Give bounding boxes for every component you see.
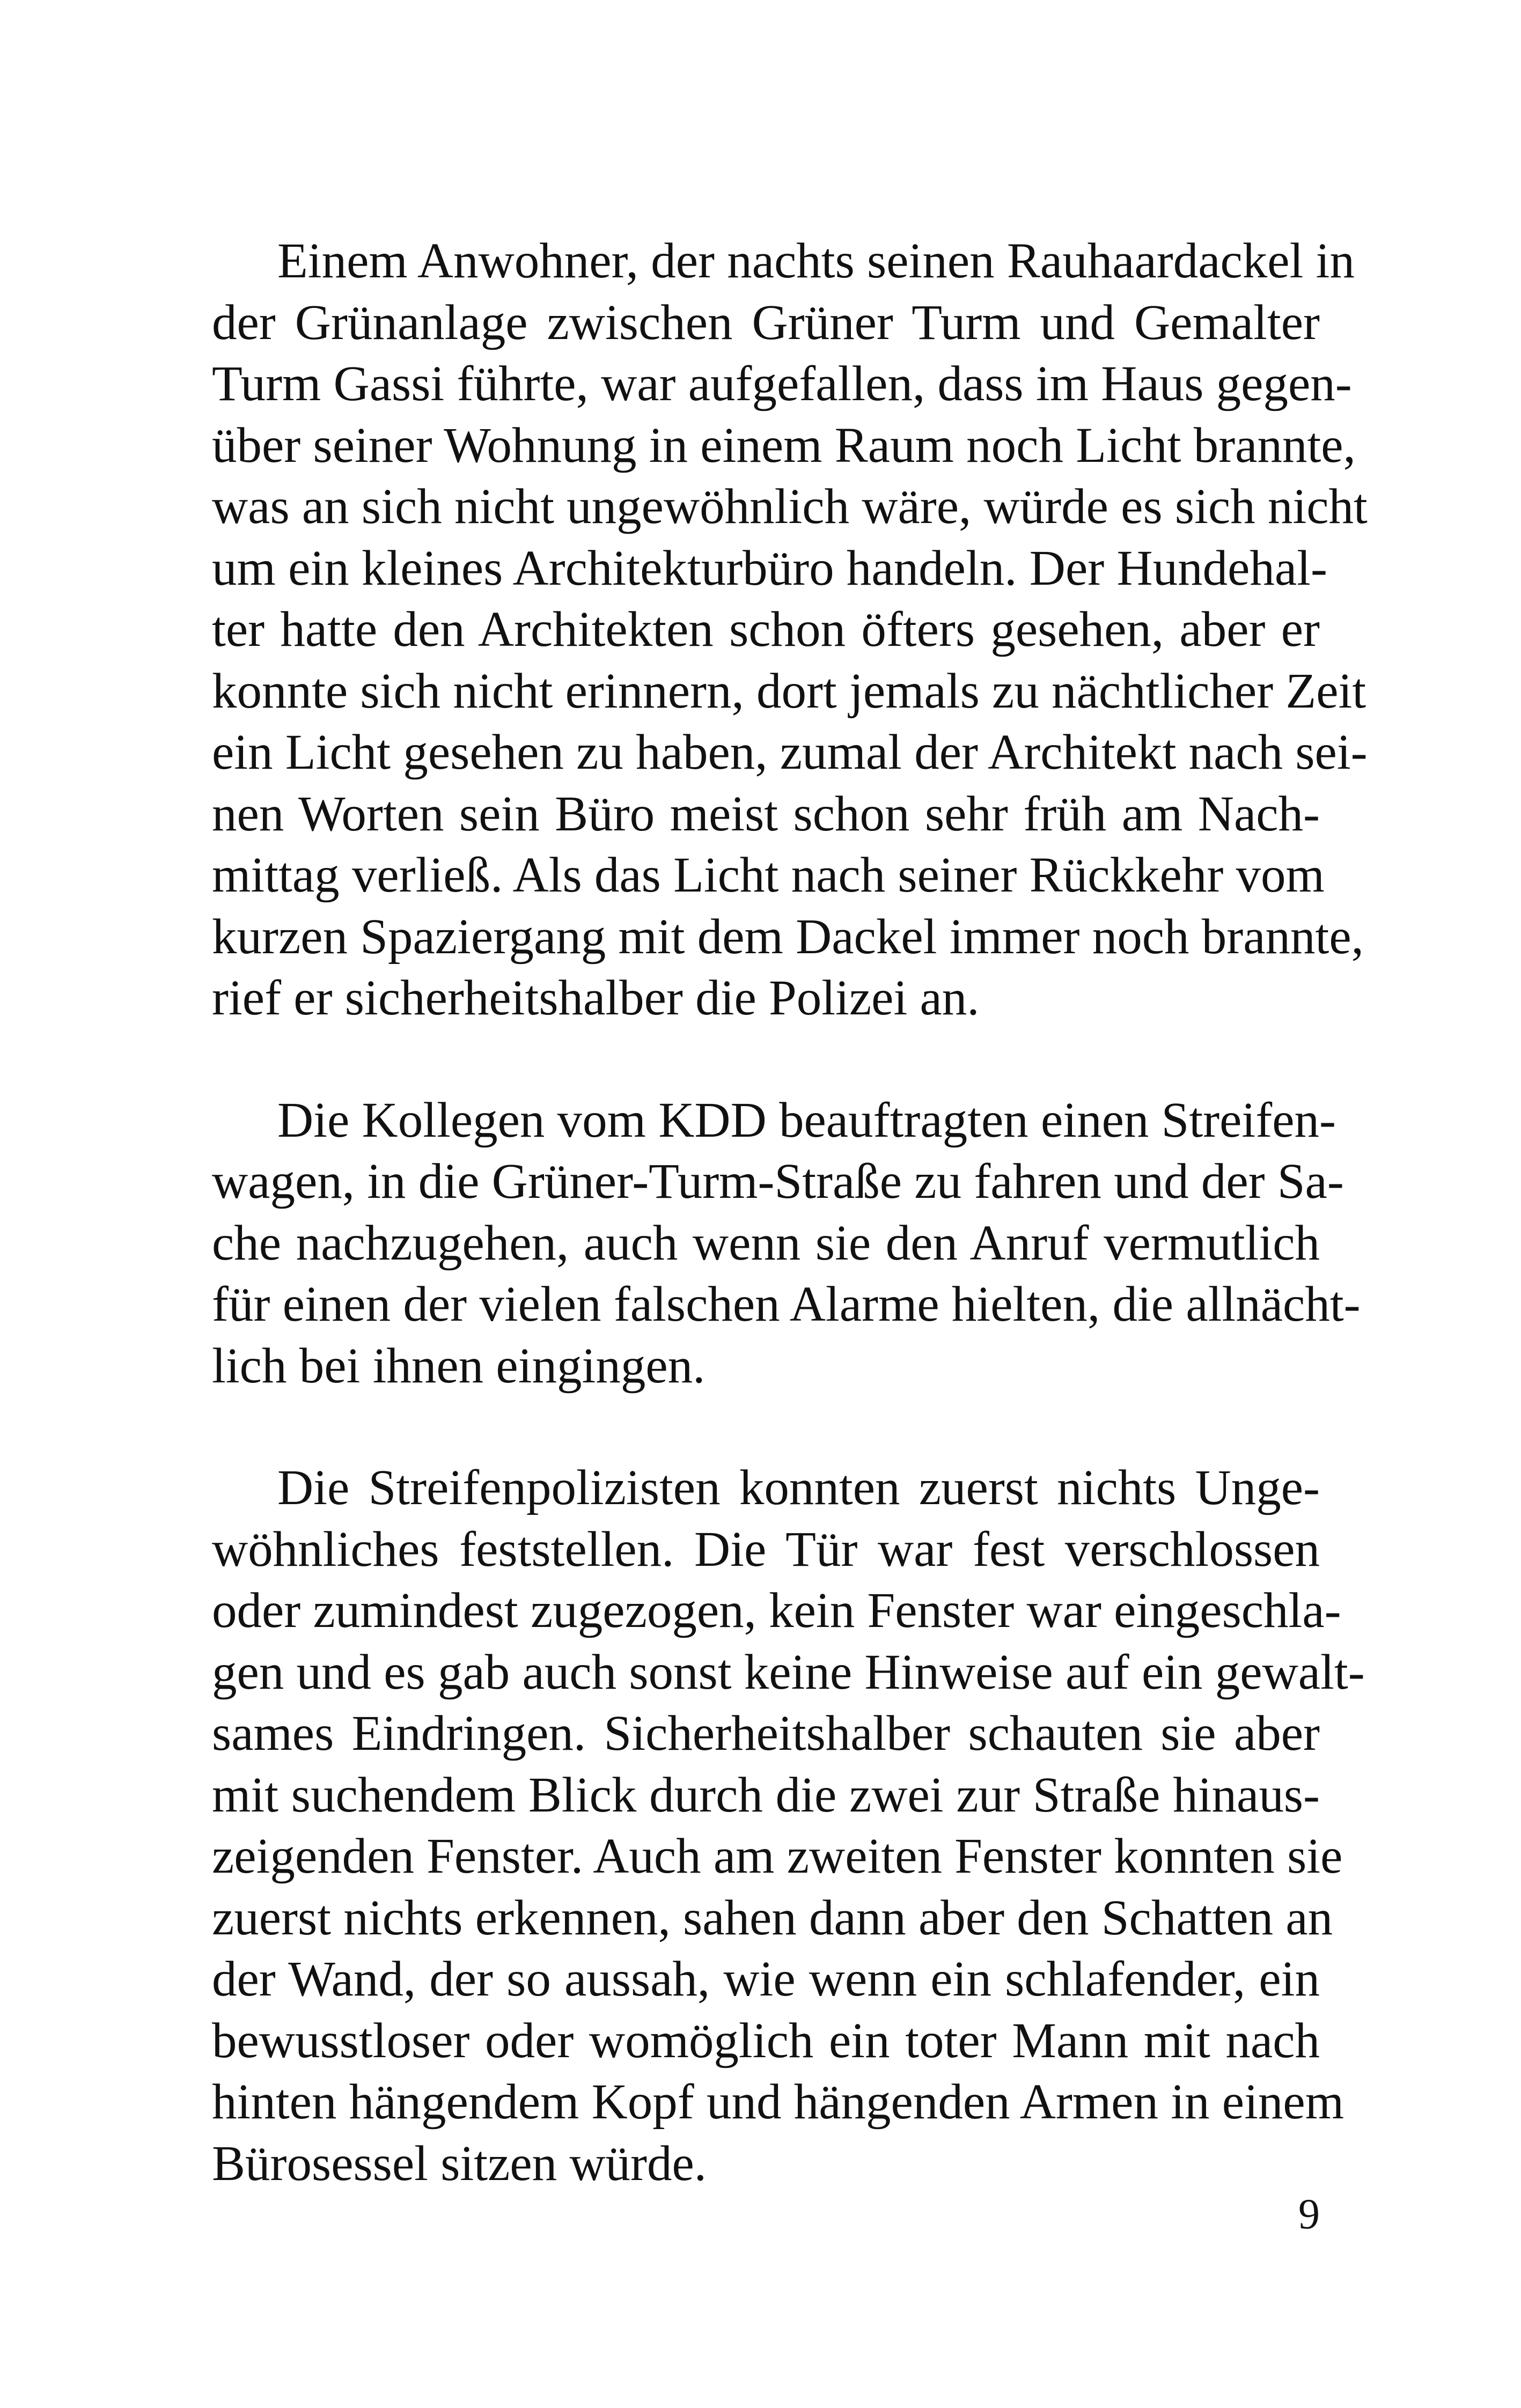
text-line: wöhnliches feststellen. Die Tür war fest verschlossen (212, 1521, 1320, 1577)
text-line: zuerst nichts erkennen, sahen dann aber den Schatten an (212, 1890, 1333, 1946)
text-line: zeigenden Fenster. Auch am zweiten Fenster konnten sie (212, 1829, 1343, 1884)
text-line: Die Streifenpolizisten konnten zuerst nichts Unge- (277, 1460, 1320, 1515)
page-number: 9 (1298, 2191, 1320, 2238)
text-line: der Grünanlage zwischen Grüner Turm und Gemalter (212, 294, 1320, 350)
text-line: oder zumindest zugezogen, kein Fenster war eingeschla- (212, 1583, 1341, 1638)
text-line: Turm Gassi führte, war aufgefallen, dass im Haus gegen- (212, 356, 1352, 411)
paragraph-3 (212, 1457, 1365, 2195)
paragraph-spacer (212, 1397, 1320, 1457)
text-line: rief er sicherheitshalber die Polizei an. (212, 970, 980, 1026)
body-text (212, 231, 1368, 2195)
text-line: che nachzugehen, auch wenn sie den Anruf vermutlich (212, 1215, 1320, 1271)
text-line: mit suchendem Blick durch die zwei zur Straße hinaus- (212, 1767, 1320, 1823)
text-line: Die Kollegen vom KDD beauftragten einen Streifen- (277, 1092, 1336, 1148)
paragraph-spacer (212, 1029, 1320, 1090)
text-line: hinten hängendem Kopf und hängenden Armen in einem (212, 2074, 1344, 2130)
text-line: bewusstloser oder womöglich ein toter Mann mit nach (212, 2013, 1320, 2068)
text-line: Einem Anwohner, der nachts seinen Rauhaardackel in (277, 233, 1355, 289)
text-line: konnte sich nicht erinnern, dort jemals zu nächtlicher Zeit (212, 663, 1366, 719)
paragraph-1 (212, 231, 1368, 1029)
text-line: gen und es gab auch sonst keine Hinweise auf ein gewalt- (212, 1644, 1365, 1700)
text-line: für einen der vielen falschen Alarme hielten, die allnächt- (212, 1277, 1361, 1332)
paragraph-2 (212, 1090, 1361, 1397)
text-line: wagen, in die Grüner-Turm-Straße zu fahren und der Sa- (212, 1154, 1344, 1209)
text-line: was an sich nicht ungewöhnlich wäre, würde es sich nicht (212, 479, 1368, 534)
text-line: Bürosessel sitzen würde. (212, 2135, 707, 2191)
text-line: lich bei ihnen eingingen. (212, 1338, 706, 1394)
text-line: sames Eindringen. Sicherheitshalber schauten sie aber (212, 1706, 1320, 1761)
text-line: ter hatte den Architekten schon öfters gesehen, aber er (212, 602, 1320, 657)
text-line: mittag verließ. Als das Licht nach seiner Rückkehr vom (212, 848, 1325, 903)
text-line: über seiner Wohnung in einem Raum noch Licht brannte, (212, 417, 1356, 473)
text-line: nen Worten sein Büro meist schon sehr früh am Nach- (212, 786, 1320, 842)
text-line: der Wand, der so aussah, wie wenn ein schlafender, ein (212, 1952, 1320, 2007)
text-line: ein Licht gesehen zu haben, zumal der Architekt nach sei- (212, 725, 1368, 780)
text-line: kurzen Spaziergang mit dem Dackel immer noch brannte, (212, 909, 1364, 964)
text-line: um ein kleines Architekturbüro handeln. Der Hundehal- (212, 540, 1327, 596)
